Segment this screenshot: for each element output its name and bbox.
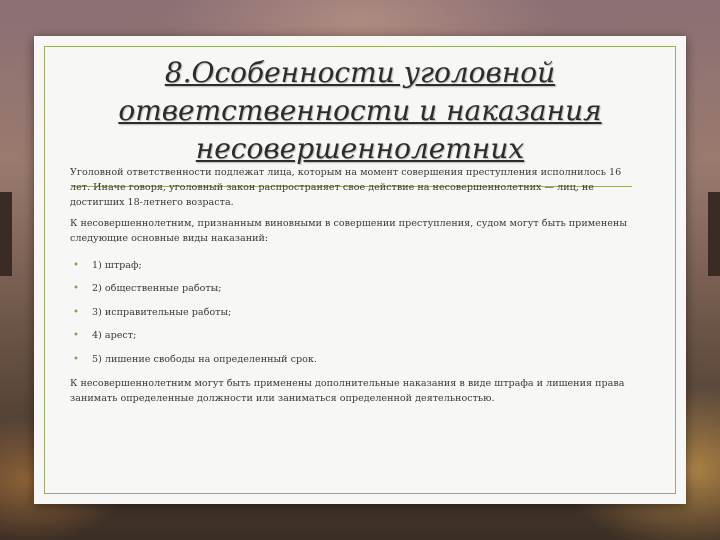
punishment-list (70, 254, 640, 371)
list-item (70, 301, 640, 324)
list-item-text: 1) штраф; (92, 259, 142, 271)
left-edge-bar (0, 192, 12, 276)
slide-panel (34, 36, 686, 504)
list-item-text: 5) лишение свободы на определенный срок. (92, 353, 317, 365)
bullet-icon: • (73, 283, 79, 295)
paragraph-age-of-responsibility: Уголовной ответственности подлежат лица, которым на момент совершения преступления исполнилось 16 лет. Иначе говоря, уголовный закон распространяет свое действие на несовершеннолетних — лиц, не достигших 18-летнего возраста. (70, 167, 622, 208)
bullet-icon: • (73, 330, 79, 342)
list-item-text: 2) общественные работы; (92, 283, 222, 295)
right-edge-bar (708, 192, 720, 276)
paragraph-additional-punishments: К несовершеннолетним могут быть применены дополнительные наказания в виде штрафа и лишения права занимать определенные должности или заниматься определенной деятельностью. (70, 377, 625, 404)
bullet-icon: • (73, 306, 79, 318)
list-item (70, 254, 640, 277)
list-item (70, 324, 640, 347)
bullet-icon: • (73, 259, 79, 271)
slide-body (70, 166, 640, 414)
list-item-text: 4) арест; (92, 330, 137, 342)
slide-title: 8.Особенности уголовной ответственности и наказания несовершеннолетних (118, 56, 602, 165)
paragraph-main-punishments-intro: К несовершеннолетним, признанным виновными в совершении преступления, судом могут быть применены следующие основные виды наказаний: (70, 218, 627, 245)
bullet-icon: • (73, 353, 79, 365)
list-item-text: 3) исправительные работы; (92, 306, 232, 318)
list-item (70, 348, 640, 371)
list-item (70, 277, 640, 300)
